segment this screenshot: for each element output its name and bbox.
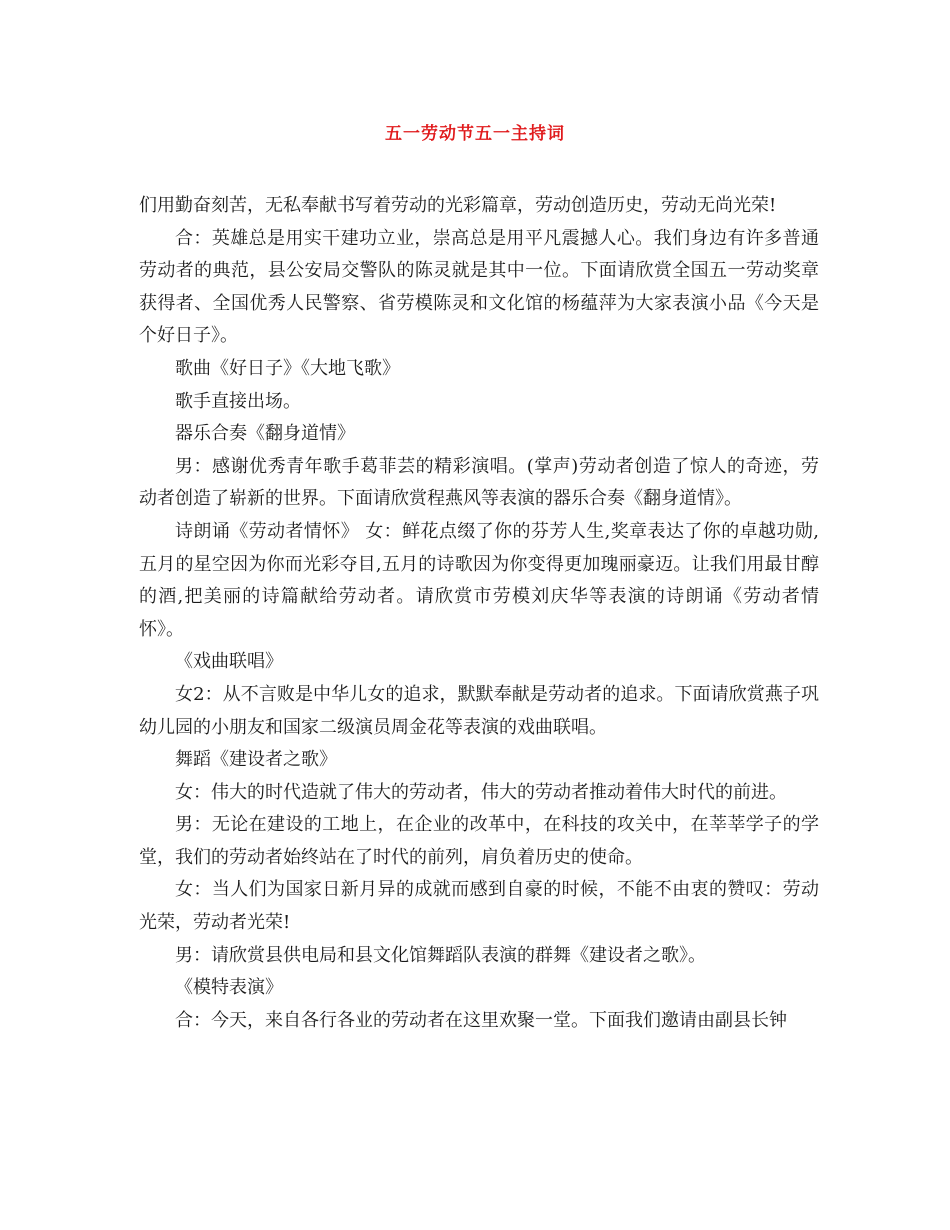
paragraph: 器乐合奏《翻身道情》: [175, 423, 355, 445]
paragraph: 男：感谢优秀青年歌手葛菲芸的精彩演唱。(掌声)劳动者创造了惊人的奇迹，劳动者创造了崭新的世界。下面请欣赏程燕风等表演的器乐合奏《翻身道情》。: [139, 455, 819, 510]
paragraph: 合：今天，来自各行各业的劳动者在这里欢聚一堂。下面我们邀请由副县长钟: [175, 1009, 787, 1031]
document-title: 五一劳动节五一主持词: [385, 124, 565, 144]
paragraph: 女2：从不言败是中华儿女的追求，默默奉献是劳动者的追求。下面请欣赏燕子巩幼儿园的小朋友和国家二级演员周金花等表演的戏曲联唱。: [139, 683, 819, 738]
paragraph: 男：无论在建设的工地上，在企业的改革中，在科技的攻关中，在莘莘学子的学堂，我们的劳动者始终站在了时代的前列，肩负着历史的使命。: [139, 814, 819, 868]
paragraph: 歌曲《好日子》《大地飞歌》: [175, 357, 400, 379]
paragraph: 诗朗诵《劳动者情怀》 女：鲜花点缀了你的芬芳人生,奖章表达了你的卓越功勋,五月的星空因为你而光彩夺目,五月的诗歌因为你变得更加瑰丽豪迈。让我们用最甘醇的酒,把美丽的诗篇献给劳动者。请欣赏市劳模刘庆华等表演的诗朗诵《劳动者情怀》。: [139, 520, 819, 640]
paragraph: 男：请欣赏县供电局和县文化馆舞蹈队表演的群舞《建设者之歌》。: [175, 944, 706, 966]
paragraph: 《戏曲联唱》: [175, 651, 283, 673]
paragraph: 女：当人们为国家日新月异的成就而感到自豪的时候，不能不由衷的赞叹：劳动光荣，劳动者光荣!: [139, 879, 819, 934]
paragraph: 舞蹈《建设者之歌》: [175, 749, 337, 771]
paragraph: 女：伟大的时代造就了伟大的劳动者，伟大的劳动者推动着伟大时代的前进。: [175, 781, 787, 803]
paragraph: 歌手直接出场。: [175, 390, 301, 412]
document-body: [139, 190, 819, 1037]
paragraph-continuation: 们用勤奋刻苦，无私奉献书写着劳动的光彩篇章，劳动创造历史，劳动无尚光荣!: [139, 195, 777, 216]
paragraph: 合：英雄总是用实干建功立业，崇高总是用平凡震撼人心。我们身边有许多普通劳动者的典范，县公安局交警队的陈灵就是其中一位。下面请欣赏全国五一劳动奖章获得者、全国优秀人民警察、省劳模陈灵和文化馆的杨蕴萍为大家表演小品《今天是个好日子》。: [139, 227, 819, 347]
paragraph: 《模特表演》: [175, 977, 283, 999]
